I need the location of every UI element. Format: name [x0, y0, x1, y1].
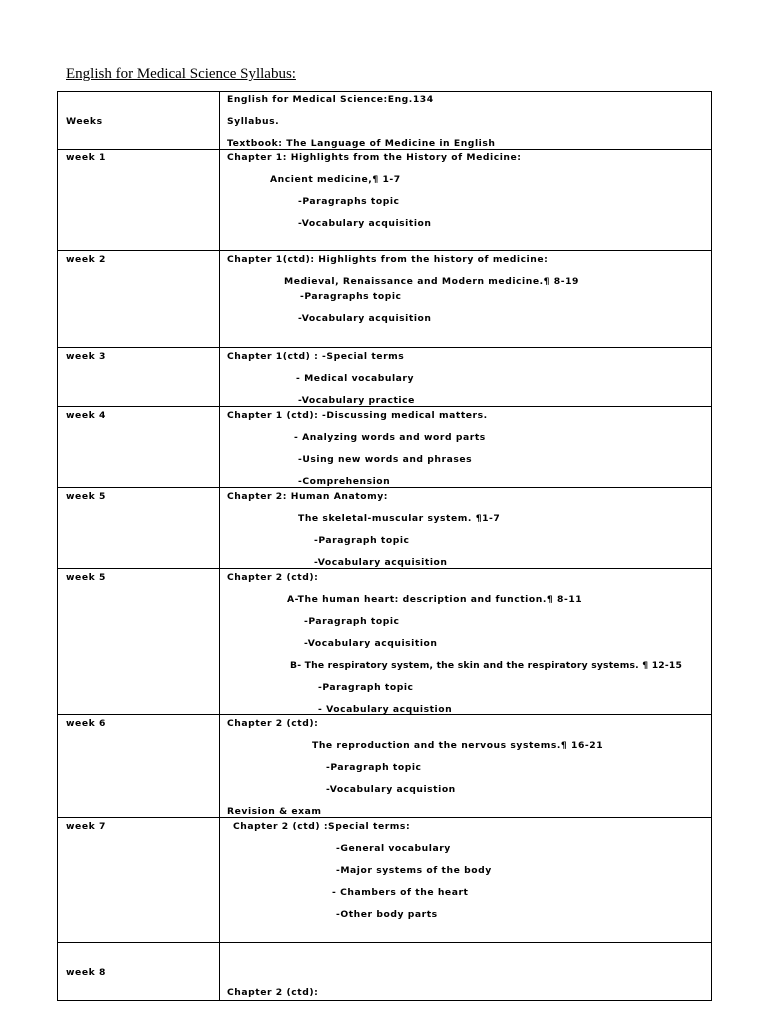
table-row	[58, 251, 712, 348]
syllabus-table	[57, 91, 712, 1001]
week-label: week 8	[66, 967, 106, 978]
table-row	[58, 488, 712, 569]
week-cell	[58, 715, 220, 818]
content-cell	[220, 715, 712, 818]
week-cell	[58, 407, 220, 488]
week-label: week 2	[66, 254, 106, 265]
content-cell	[220, 818, 712, 943]
topic-line: -Paragraphs topic	[298, 196, 400, 207]
revision-note: Revision & exam	[227, 806, 322, 817]
weeks-header-cell	[58, 92, 220, 150]
content-cell	[220, 569, 712, 715]
content-cell	[220, 348, 712, 407]
topic-line: - Chambers of the heart	[332, 887, 469, 898]
week-label: week 5	[66, 572, 106, 583]
topic-line: - Vocabulary acquistion	[318, 704, 453, 715]
chapter-heading: Chapter 2 (ctd):	[227, 718, 319, 729]
content-cell	[220, 407, 712, 488]
topic-line: The reproduction and the nervous systems.¶ 16-21	[312, 740, 604, 751]
syllabus-label: Syllabus.	[227, 116, 280, 127]
week-cell	[58, 150, 220, 251]
topic-line: -Paragraphs topic	[300, 291, 402, 302]
table-row	[58, 348, 712, 407]
table-row	[58, 150, 712, 251]
topic-line: -Vocabulary acquistion	[326, 784, 456, 795]
chapter-heading: Chapter 2 (ctd):	[227, 572, 319, 583]
topic-line: A-The human heart: description and function.¶ 8-11	[287, 594, 583, 605]
header-row	[58, 92, 712, 150]
topic-line: Ancient medicine,¶ 1-7	[270, 174, 401, 185]
week-cell	[58, 348, 220, 407]
chapter-heading: Chapter 1(ctd): Highlights from the history of medicine:	[227, 254, 549, 265]
topic-line: -Paragraph topic	[318, 682, 414, 693]
course-header-cell	[220, 92, 712, 150]
topic-line: - Medical vocabulary	[296, 373, 415, 384]
week-label: week 3	[66, 351, 106, 362]
topic-line: Medieval, Renaissance and Modern medicine.¶ 8-19	[284, 276, 579, 287]
topic-line: -Vocabulary acquisition	[298, 218, 432, 229]
topic-line: -Vocabulary practice	[298, 395, 415, 406]
topic-line: -Paragraph topic	[304, 616, 400, 627]
chapter-heading: Chapter 2: Human Anatomy:	[227, 491, 388, 502]
topic-line: -Vocabulary acquisition	[314, 557, 448, 568]
content-cell	[220, 488, 712, 569]
chapter-heading: Chapter 1: Highlights from the History of Medicine:	[227, 152, 522, 163]
content-cell	[220, 943, 712, 1001]
table-row	[58, 407, 712, 488]
week-cell	[58, 251, 220, 348]
week-cell	[58, 943, 220, 1001]
week-label: week 6	[66, 718, 106, 729]
topic-line: -Vocabulary acquisition	[304, 638, 438, 649]
content-cell	[220, 251, 712, 348]
topic-line: B- The respiratory system, the skin and the respiratory systems. ¶ 12-15	[290, 660, 683, 671]
week-label: week 4	[66, 410, 106, 421]
week-label: week 1	[66, 152, 106, 163]
topic-line: -Using new words and phrases	[298, 454, 473, 465]
topic-line: -Paragraph topic	[326, 762, 422, 773]
table-row	[58, 818, 712, 943]
week-cell	[58, 569, 220, 715]
week-label: week 7	[66, 821, 106, 832]
table-row	[58, 569, 712, 715]
topic-line: -Major systems of the body	[336, 865, 492, 876]
weeks-label: Weeks	[66, 116, 103, 127]
chapter-heading: Chapter 2 (ctd):	[227, 987, 319, 998]
topic-line: - Analyzing words and word parts	[294, 432, 486, 443]
chapter-heading: Chapter 1 (ctd): -Discussing medical matters.	[227, 410, 488, 421]
topic-line: -General vocabulary	[336, 843, 451, 854]
topic-line: -Paragraph topic	[314, 535, 410, 546]
chapter-heading: Chapter 2 (ctd) :Special terms:	[233, 821, 411, 832]
table-row	[58, 715, 712, 818]
topic-line: The skeletal-muscular system. ¶1-7	[298, 513, 501, 524]
topic-line: -Comprehension	[298, 476, 391, 487]
topic-line: -Other body parts	[336, 909, 438, 920]
week-label: week 5	[66, 491, 106, 502]
textbook-label: Textbook: The Language of Medicine in English	[227, 138, 496, 149]
chapter-heading: Chapter 1(ctd) : -Special terms	[227, 351, 405, 362]
document-title: English for Medical Science Syllabus:	[66, 66, 296, 82]
course-name: English for Medical Science:Eng.134	[227, 94, 434, 105]
table-row	[58, 943, 712, 1001]
week-cell	[58, 818, 220, 943]
week-cell	[58, 488, 220, 569]
content-cell	[220, 150, 712, 251]
topic-line: -Vocabulary acquisition	[298, 313, 432, 324]
